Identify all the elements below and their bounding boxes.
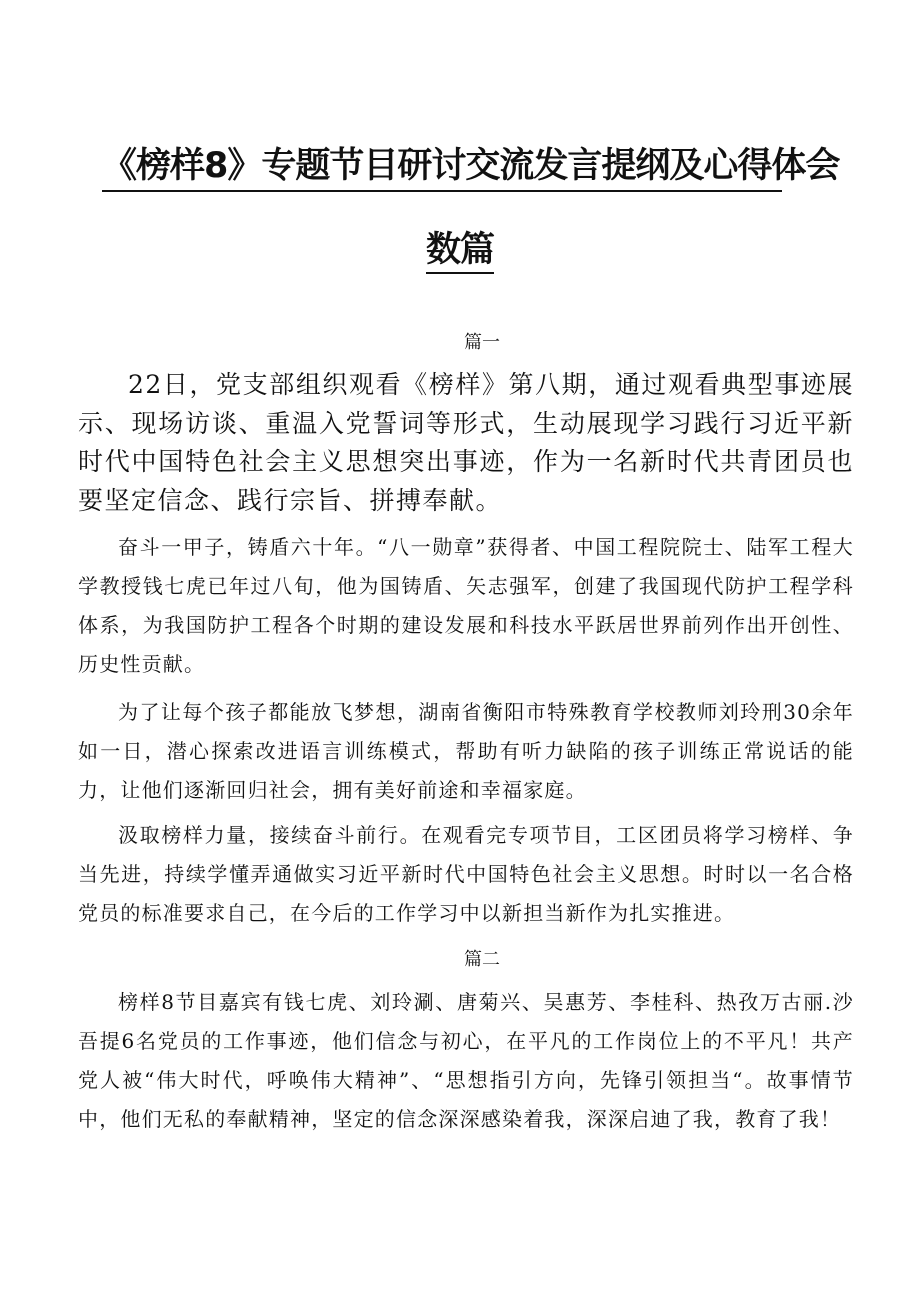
section-1-paragraph-4: 汲取榜样力量，接续奋斗前行。在观看完专项节目，工区团员将学习榜样、争当先进，持续学懂弄通做实习近平新时代中国特色社会主义思想。时时以一名合格党员的标准要求自己，在今后的工作学习中以新担当新作为扎实推进。 (78, 823, 854, 925)
section-heading-2: 篇二 (464, 949, 500, 970)
document-title-line-2 (0, 222, 920, 272)
document-title-line-2-text: 数篇 (426, 230, 494, 274)
section-1-paragraph-2: 奋斗一甲子，铸盾六十年。“八一勋章”获得者、中国工程院院士、陆军工程大学教授钱七虎已年过八旬，他为国铸盾、矢志强军，创建了我国现代防护工程学科体系，为我国防护工程各个时期的建设发展和科技水平跃居世界前列作出开创性、历史性贡献。 (78, 535, 854, 676)
section-1-paragraph-1: 22日，党支部组织观看《榜样》第八期，通过观看典型事迹展示、现场访谈、重温入党誓词等形式，生动展现学习践行习近平新时代中国特色社会主义思想突出事迹，作为一名新时代共青团员也要坚定信念、践行宗旨、拼搏奉献。 (78, 370, 854, 515)
section-heading-1: 篇一 (464, 332, 500, 353)
section-1-paragraph-3: 为了让每个孩子都能放飞梦想，湖南省衡阳市特殊教育学校教师刘玲刑30余年如一日，潜心探索改进语言训练模式，帮助有听力缺陷的孩子训练正常说话的能力，让他们逐渐回归社会，拥有美好前途和幸福家庭。 (78, 700, 854, 802)
section-2-paragraph-1: 榜样8节目嘉宾有钱七虎、刘玲涮、唐菊兴、吴惠芳、李桂科、热孜万古丽.沙吾提6名党员的工作事迹，他们信念与初心，在平凡的工作岗位上的不平凡！共产党人被“伟大时代，呼唤伟大精神”、“思想指引方向，先锋引领担当“。故事情节中，他们无私的奉献精神，坚定的信念深深感染着我，深深启迪了我，教育了我！ (78, 990, 854, 1131)
document-title-line-1: 《榜样8》专题节目研讨交流发言提纲及心得体会 (102, 138, 782, 192)
